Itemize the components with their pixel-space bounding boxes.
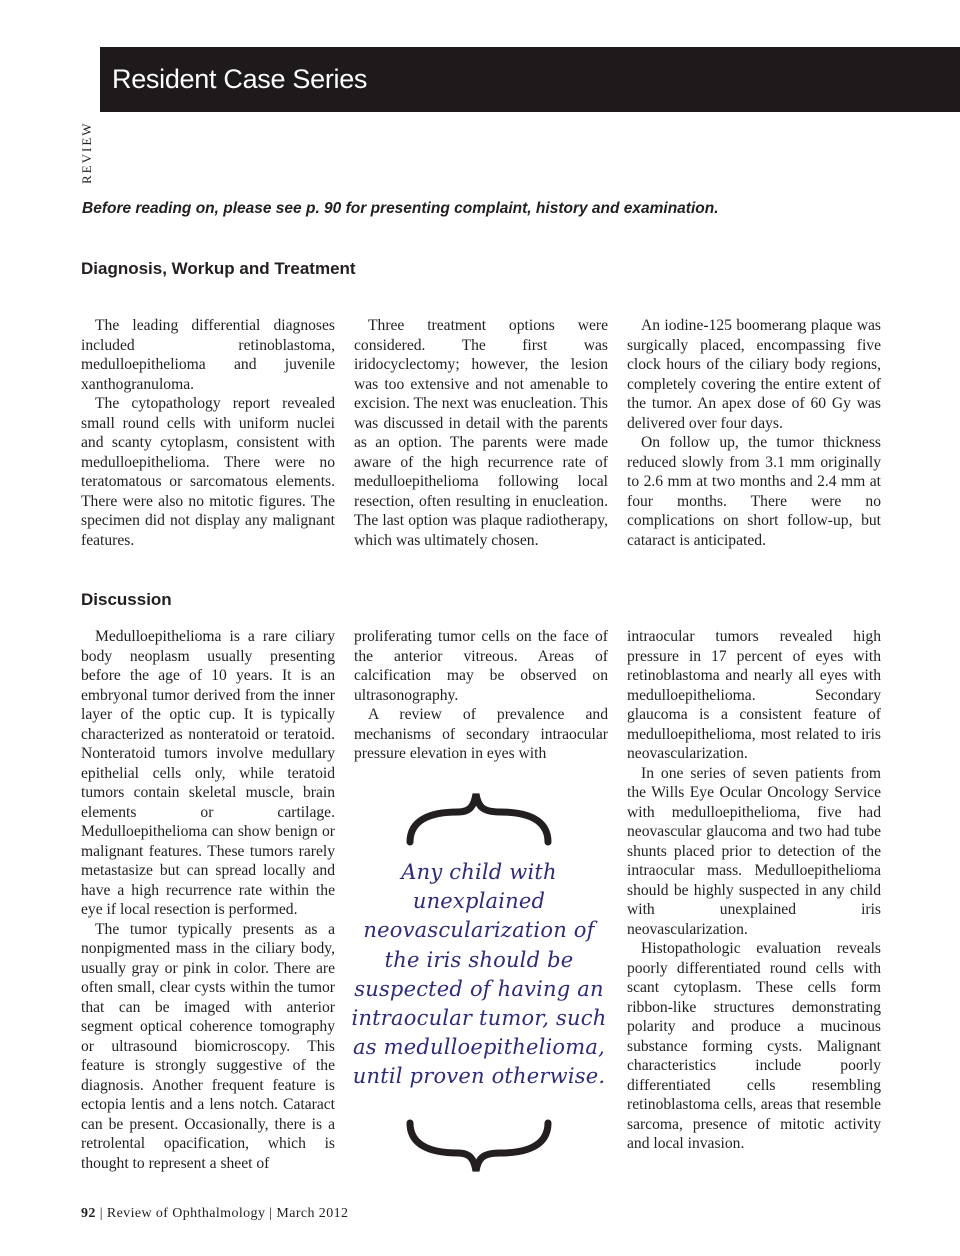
- discussion-column-1: [81, 627, 335, 1177]
- paragraph: The tumor typically presents as a nonpigmented mass in the ciliary body, usually gray or pink in color. There are often small, clear cysts within the tumor that can be imaged with anterior segment optical coherence tomography or ultrasound biomicroscopy. This feature is strongly suggestive of the diagnosis. Another frequent feature is ectopia lentis and a lens notch. Cataract can be present. Occasionally, there is a retrolental opacification, which is thought to represent a sheet of: [81, 920, 335, 1172]
- diagnosis-heading: Diagnosis, Workup and Treatment: [81, 259, 356, 278]
- pull-quote: [350, 790, 608, 1175]
- discussion-heading: Discussion: [81, 590, 172, 609]
- paragraph: Histopathologic evaluation reveals poorly differentiated round cells with scant cytoplasm. These cells form ribbon-like structures demonstrating polarity and produce a mucinous substance forming cysts. Malignant characteristics include poorly differentiated cells resembling retinoblastoma cells, areas that resemble sarcoma, presence of mitotic activity and local invasion.: [627, 940, 881, 1152]
- section-label: REVIEW: [79, 121, 94, 184]
- close-brace-icon: [350, 1115, 608, 1175]
- publication-name: Review of Ophthalmology: [106, 1206, 266, 1221]
- paragraph: A review of prevalence and mechanisms of secondary intraocular pressure elevation in eyes with: [354, 706, 608, 762]
- paragraph: Medulloepithelioma is a rare ciliary body neoplasm usually presenting before the age of 10 years. It is an embryonal tumor derived from the inner layer of the optic cup. It is typically characterized as nonteratoid or teratoid. Nonteratoid tumors involve medullary epithelial cells only, while teratoid tumors contain skeletal muscle, brain elements or cartilage. Medulloepithelioma can show benign or malignant features. These tumors rarely metastasize but can spread locally and have a high recurrence rate within the eye if local resection is performed.: [81, 628, 335, 918]
- paragraph: proliferating tumor cells on the face of the anterior vitreous. Areas of calcification may be observed on ultrasonography.: [354, 628, 608, 704]
- diagnosis-column-2: [354, 316, 608, 550]
- footer-separator: |: [99, 1206, 103, 1221]
- open-brace-icon: [350, 790, 608, 850]
- discussion-column-3: [627, 627, 881, 1177]
- diagnosis-column-1: [81, 316, 335, 550]
- discussion-column-2: [354, 627, 608, 772]
- intro-note: Before reading on, please see p. 90 for presenting complaint, history and examination.: [82, 200, 719, 217]
- header-bar: [100, 47, 960, 112]
- footer-separator: |: [269, 1206, 273, 1221]
- page-footer: [81, 1205, 348, 1223]
- paragraph: intraocular tumors revealed high pressure in 17 percent of eyes with retinoblastoma and nearly all eyes with medulloepithelioma. Secondary glaucoma is a consistent feature of medulloepithelioma, most related to iris neovascularization.: [627, 628, 881, 762]
- paragraph: In one series of seven patients from the Wills Eye Ocular Oncology Service with medulloepithelioma, five had neovascular glaucoma and two had tube shunts placed prior to detection of the intraocular mass. Medulloepithelioma should be highly suspected in any child with unexplained iris neovascularization.: [627, 764, 881, 938]
- issue-date: March 2012: [276, 1206, 349, 1221]
- paragraph: The leading differential diagnoses included retinoblastoma, medulloepithelioma and juvenile xanthogranuloma.: [81, 317, 335, 393]
- diagnosis-column-3: [627, 316, 881, 550]
- page-number: 92: [81, 1206, 96, 1221]
- paragraph: Three treatment options were considered. The first was iridocyclectomy; however, the lesion was too extensive and not amenable to excision. The next was enucleation. This was discussed in detail with the parents as an option. The parents were made aware of the high recurrence rate of medulloepithelioma following local resection, often resulting in enucleation. The last option was plaque radiotherapy, which was ultimately chosen.: [354, 317, 608, 549]
- paragraph: On follow up, the tumor thickness reduced slowly from 3.1 mm originally to 2.6 mm at two months and 2.4 mm at four months. There were no complications on short follow-up, but cataract is anticipated.: [627, 434, 881, 549]
- pull-quote-text: Any child with unexplained neovascularization of the iris should be suspected of having an intraocular tumor, such as medulloepithelioma, until proven otherwise.: [351, 860, 607, 1089]
- paragraph: An iodine-125 boomerang plaque was surgically placed, encompassing five clock hours of the ciliary body regions, completely covering the entire extent of the tumor. An apex dose of 60 Gy was delivered over four days.: [627, 317, 881, 432]
- paragraph: The cytopathology report revealed small round cells with uniform nuclei and scanty cytoplasm, consistent with medulloepithelioma. There were no teratomatous or sarcomatous elements. There were also no mitotic figures. The specimen did not display any malignant features.: [81, 395, 335, 549]
- page-title: Resident Case Series: [112, 64, 368, 94]
